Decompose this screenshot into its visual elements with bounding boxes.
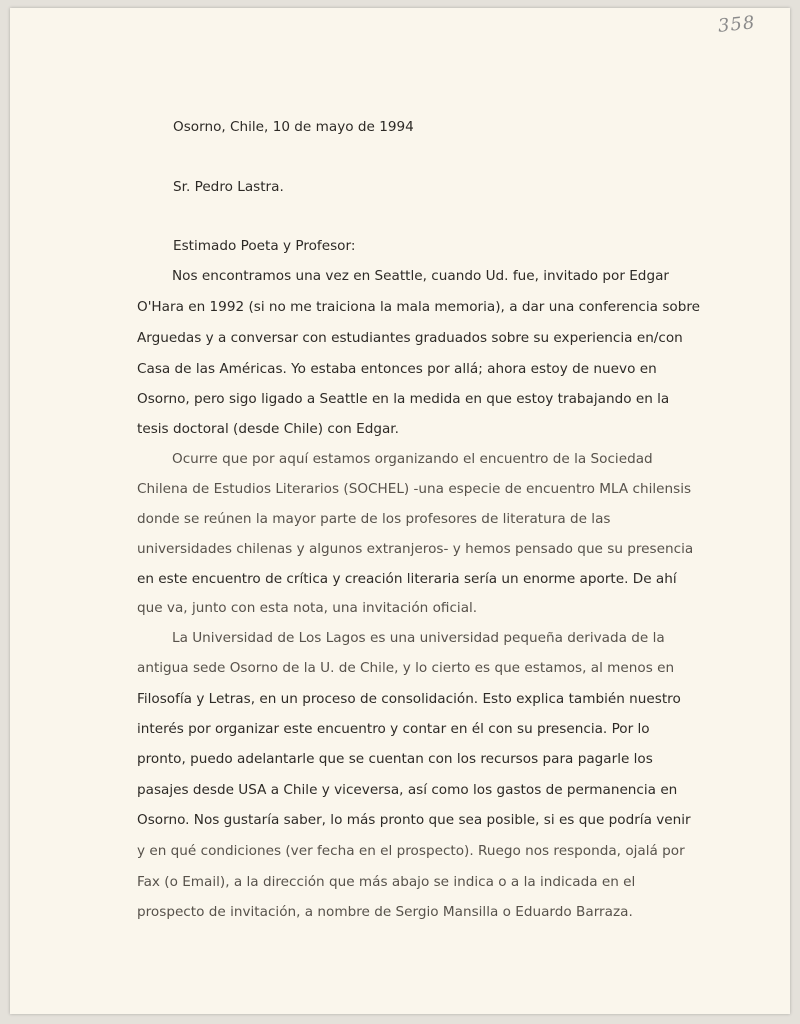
paragraph-line: Nos encontramos una vez en Seattle, cuando Ud. fue, invitado por Edgar: [172, 268, 669, 284]
paragraph-line: tesis doctoral (desde Chile) con Edgar.: [137, 421, 399, 437]
paragraph-line: Osorno, pero sigo ligado a Seattle en la medida en que estoy trabajando en la: [137, 391, 670, 407]
paragraph-line: Casa de las Américas. Yo estaba entonces por allá; ahora estoy de nuevo en: [137, 361, 657, 377]
paragraph-line: que va, junto con esta nota, una invitación oficial.: [137, 600, 478, 616]
addressee: Sr. Pedro Lastra.: [173, 179, 284, 195]
paragraph-line: y en qué condiciones (ver fecha en el prospecto). Ruego nos responda, ojalá por: [137, 843, 685, 859]
letter-page: [10, 8, 790, 1014]
paragraph-line: Osorno. Nos gustaría saber, lo más pronto que sea posible, si es que podría venir: [137, 812, 691, 828]
paragraph-line: Arguedas y a conversar con estudiantes graduados sobre su experiencia en/con: [137, 330, 683, 346]
paragraph-line: O'Hara en 1992 (si no me traiciona la mala memoria), a dar una conferencia sobre: [137, 299, 701, 315]
paragraph-line: pronto, puedo adelantarle que se cuentan con los recursos para pagarle los: [137, 751, 653, 767]
paragraph-line: pasajes desde USA a Chile y viceversa, así como los gastos de permanencia en: [137, 782, 678, 798]
paragraph-line: prospecto de invitación, a nombre de Sergio Mansilla o Eduardo Barraza.: [137, 904, 633, 920]
paragraph-line: Fax (o Email), a la dirección que más abajo se indica o a la indicada en el: [137, 874, 636, 890]
paragraph-line: La Universidad de Los Lagos es una universidad pequeña derivada de la: [172, 630, 665, 646]
archive-number: 358: [717, 12, 757, 37]
paragraph-line: Ocurre que por aquí estamos organizando el encuentro de la Sociedad: [172, 451, 653, 467]
paragraph-line: Chilena de Estudios Literarios (SOCHEL) -una especie de encuentro MLA chilensis: [137, 481, 692, 497]
paragraph-line: interés por organizar este encuentro y contar en él con su presencia. Por lo: [137, 721, 650, 737]
paragraph-line: Filosofía y Letras, en un proceso de consolidación. Esto explica también nuestro: [137, 691, 681, 707]
salutation: Estimado Poeta y Profesor:: [173, 238, 356, 254]
paragraph-line: en este encuentro de crítica y creación literaria sería un enorme aporte. De ahí: [137, 571, 677, 587]
paragraph-line: universidades chilenas y algunos extranjeros- y hemos pensado que su presencia: [137, 541, 694, 557]
paragraph-line: antigua sede Osorno de la U. de Chile, y lo cierto es que estamos, al menos en: [137, 660, 675, 676]
paragraph-line: donde se reúnen la mayor parte de los profesores de literatura de las: [137, 511, 611, 527]
place-date: Osorno, Chile, 10 de mayo de 1994: [173, 119, 414, 135]
